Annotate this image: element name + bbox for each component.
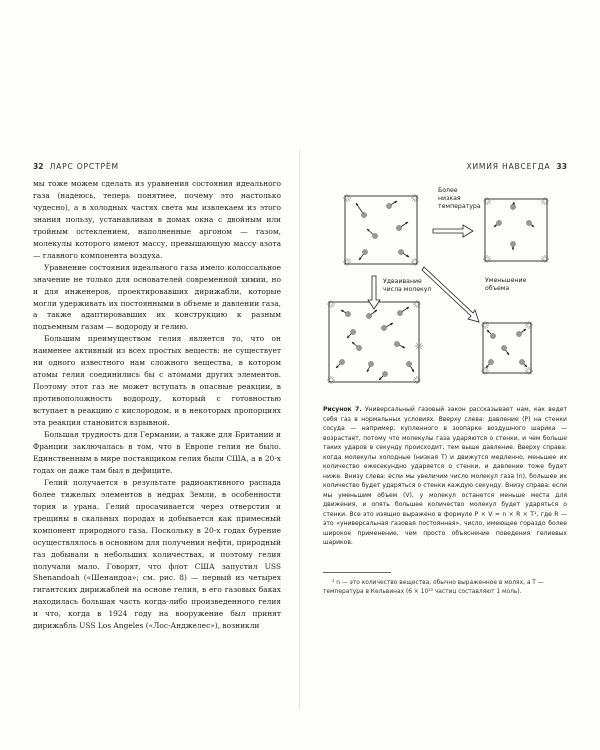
figure-label-lower-temp-1: Более	[438, 187, 458, 194]
footnote-text: ¹ n — это количество вещества, обычно выраженное в молях, а T — температура в Кельвинах (6 × 10²³ частиц составляют 1 моль).	[323, 579, 544, 595]
wall-collision-mark	[412, 199, 414, 201]
wall-collision-mark	[416, 343, 418, 345]
gas-molecule	[345, 311, 350, 316]
gas-molecule	[488, 359, 493, 364]
gas-law-diagram	[323, 176, 568, 398]
gas-molecule	[510, 241, 515, 246]
figure-label-volume-1: Уменьшение	[485, 277, 527, 284]
gas-molecule	[361, 212, 366, 217]
wall-collision-mark	[420, 343, 422, 345]
gas-molecule	[526, 220, 531, 225]
gas-molecule	[368, 361, 373, 366]
gas-molecule	[356, 345, 361, 350]
hollow-arrow-diagonal	[422, 267, 479, 322]
gas-molecule	[501, 345, 506, 350]
wall-collision-mark	[542, 256, 544, 258]
gas-molecule	[406, 361, 411, 366]
left-page-body	[33, 178, 281, 632]
page-spread-divider	[299, 150, 300, 710]
gas-molecule	[386, 203, 391, 208]
footnote-rule	[323, 572, 391, 573]
wall-collision-mark	[332, 305, 334, 307]
wall-collision-mark	[488, 202, 490, 204]
gas-molecule	[382, 371, 387, 376]
page-number-right: 33	[556, 162, 567, 171]
wall-collision-mark	[332, 377, 334, 379]
running-head-left	[33, 162, 119, 171]
wall-collision-mark	[414, 305, 416, 307]
hollow-arrow-right	[433, 225, 473, 237]
figure-label-double-1: Удваивание	[383, 278, 422, 285]
wall-collision-mark	[526, 326, 528, 328]
wall-collision-mark	[420, 347, 422, 349]
gas-molecule	[366, 313, 371, 318]
container-box-top-right	[485, 199, 547, 261]
wall-collision-mark	[526, 368, 528, 370]
gas-molecule	[394, 341, 399, 346]
running-head-right	[466, 162, 567, 171]
container-box-bottom-left	[329, 302, 419, 382]
figure-caption-label: Рисунок 7.	[323, 406, 362, 413]
wall-collision-mark	[348, 259, 350, 261]
gas-molecule	[519, 359, 524, 364]
gas-molecule	[350, 329, 355, 334]
gas-molecule	[398, 249, 403, 254]
figure-caption	[323, 405, 567, 548]
wall-collision-mark	[414, 377, 416, 379]
gas-law-figure	[323, 176, 568, 398]
paragraph: мы тоже можем сделать из уравнения состояния идеального газа (надеюсь, теперь понятнее, почему это настолько чудесно), а в холодных частях света мы извлекаем из этого знания пользу, устанавливая в домах окна с двойным или тройным остеклением, наполненные аргоном — газом, молекулы которого имеют массу, превышающую массу азота — главного компонента воздуха.	[33, 179, 281, 260]
running-head-right-title: ХИМИЯ НАВСЕГДА	[466, 162, 551, 171]
wall-collision-mark	[416, 347, 418, 349]
wall-collision-mark	[412, 259, 414, 261]
container-box-top-left	[345, 196, 417, 264]
gas-molecule	[396, 225, 401, 230]
gas-molecule	[496, 220, 501, 225]
figure-caption-text: Универсальный газовый закон рассказывает нам, как ведет себя газ в нормальных условиях. Вверху слева: давление (P) на стенки сосуда — например, купленного в зоопарке воздушного шарика — возрастает, потому что молекулы газа ударяются о стенки, и чем больше таких ударов в секунду происходит, тем выше давление. Вверху справа: когда молекулы холодные (низкая T) и движутся медленно, меньшее их количество ежесекундно ударяется о стенки, и давление тоже будет ниже. Внизу слева: если мы увеличим число молекул газа (n), большее их количество будет ударяться о стенки каждую секунду. Внизу справа: если мы уменьшим объем (V), у молекул останется меньше места для движения, и опять большее количество молекул будет ударяться о стенки. Все это изящно выражено в формуле P × V = n × R × T¹, где R — это «универсальная газовая постоянная», число, имеющее гораздо более широкое применение, чем просто объяснение поведения гелиевых шариков.	[323, 406, 567, 546]
page-number-left: 32	[33, 162, 44, 171]
paragraph: Гелий получается в результате радиоактивного распада более тяжелых элементов в недрах Земли, в особенности тория и урана. Гелий просачивается через отверстия и трещины в скальных породах и добывается как примесный компонент природного газа. Поскольку в 20-х годах бурение осуществлялось в основном для получения нефти, природный газ добывали в небольших количествах, и поэтому гелия получали мало. Говорят, что флот США запустил USS Shenandoah («Шенандоа»; см. рис. 8) — первый из четырех гигантских дирижаблей на основе гелия, в его газовых баках находилась большая часть когда-либо произведенного гелия и что, когда в 1924 году на вооружение был принят дирижабль USS Los Angeles («Лос-Анджелес»), возникли	[33, 477, 281, 631]
figure-label-volume-2: объема	[485, 285, 510, 292]
gas-molecule	[490, 333, 495, 338]
gas-molecule	[397, 310, 402, 315]
running-head-left-title: ЛАРС ОРСТРЁМ	[49, 162, 119, 171]
paragraph: Большим преимуществом гелия является то, что он наименее активный из всех простых веществ: не существует ни одного известного нам сложного вещества, в котором атомы гелия соединились бы с атомами других элементов. Поэтому этот газ не может вступать в опасные реакции, в противоположность водороду, который с готовностью вступает в реакцию с кислородом, и в некоторых пропорциях эта реакция становится взрывной.	[33, 334, 281, 428]
wall-collision-mark	[488, 256, 490, 258]
figure-label-lower-temp-3: температура	[438, 203, 481, 210]
footnote	[323, 572, 567, 597]
gas-molecule	[516, 331, 521, 336]
wall-collision-mark	[542, 202, 544, 204]
paragraph: Уравнение состояния идеального газа имело колоссальное значение не только для основателей современной химии, но и для инженеров, проектировавших дирижабли, которые могли удерживать их постоянными в объеме и давлении газа, а также адаптировавших их конструкцию к разным подъемным газам — водороду и гелию.	[33, 262, 281, 332]
paragraph: Большая трудность для Германии, а также для Британии и Франции заключалась в том, что в Европе гелия не было. Единственным в мире поставщиком гелия были США, а в 20-х годах он даже там был в дефиците.	[33, 430, 281, 475]
hollow-arrow-down	[368, 276, 380, 309]
gas-molecule	[372, 233, 377, 238]
wall-collision-mark	[348, 199, 350, 201]
wall-collision-mark	[486, 368, 488, 370]
wall-collision-mark	[486, 326, 488, 328]
gas-molecule	[381, 325, 386, 330]
figure-label-double-2: числа молекул	[383, 286, 432, 293]
gas-molecule	[339, 359, 344, 364]
figure-label-lower-temp-2: низкая	[438, 195, 461, 202]
gas-molecule	[510, 204, 515, 209]
gas-molecule	[362, 249, 367, 254]
